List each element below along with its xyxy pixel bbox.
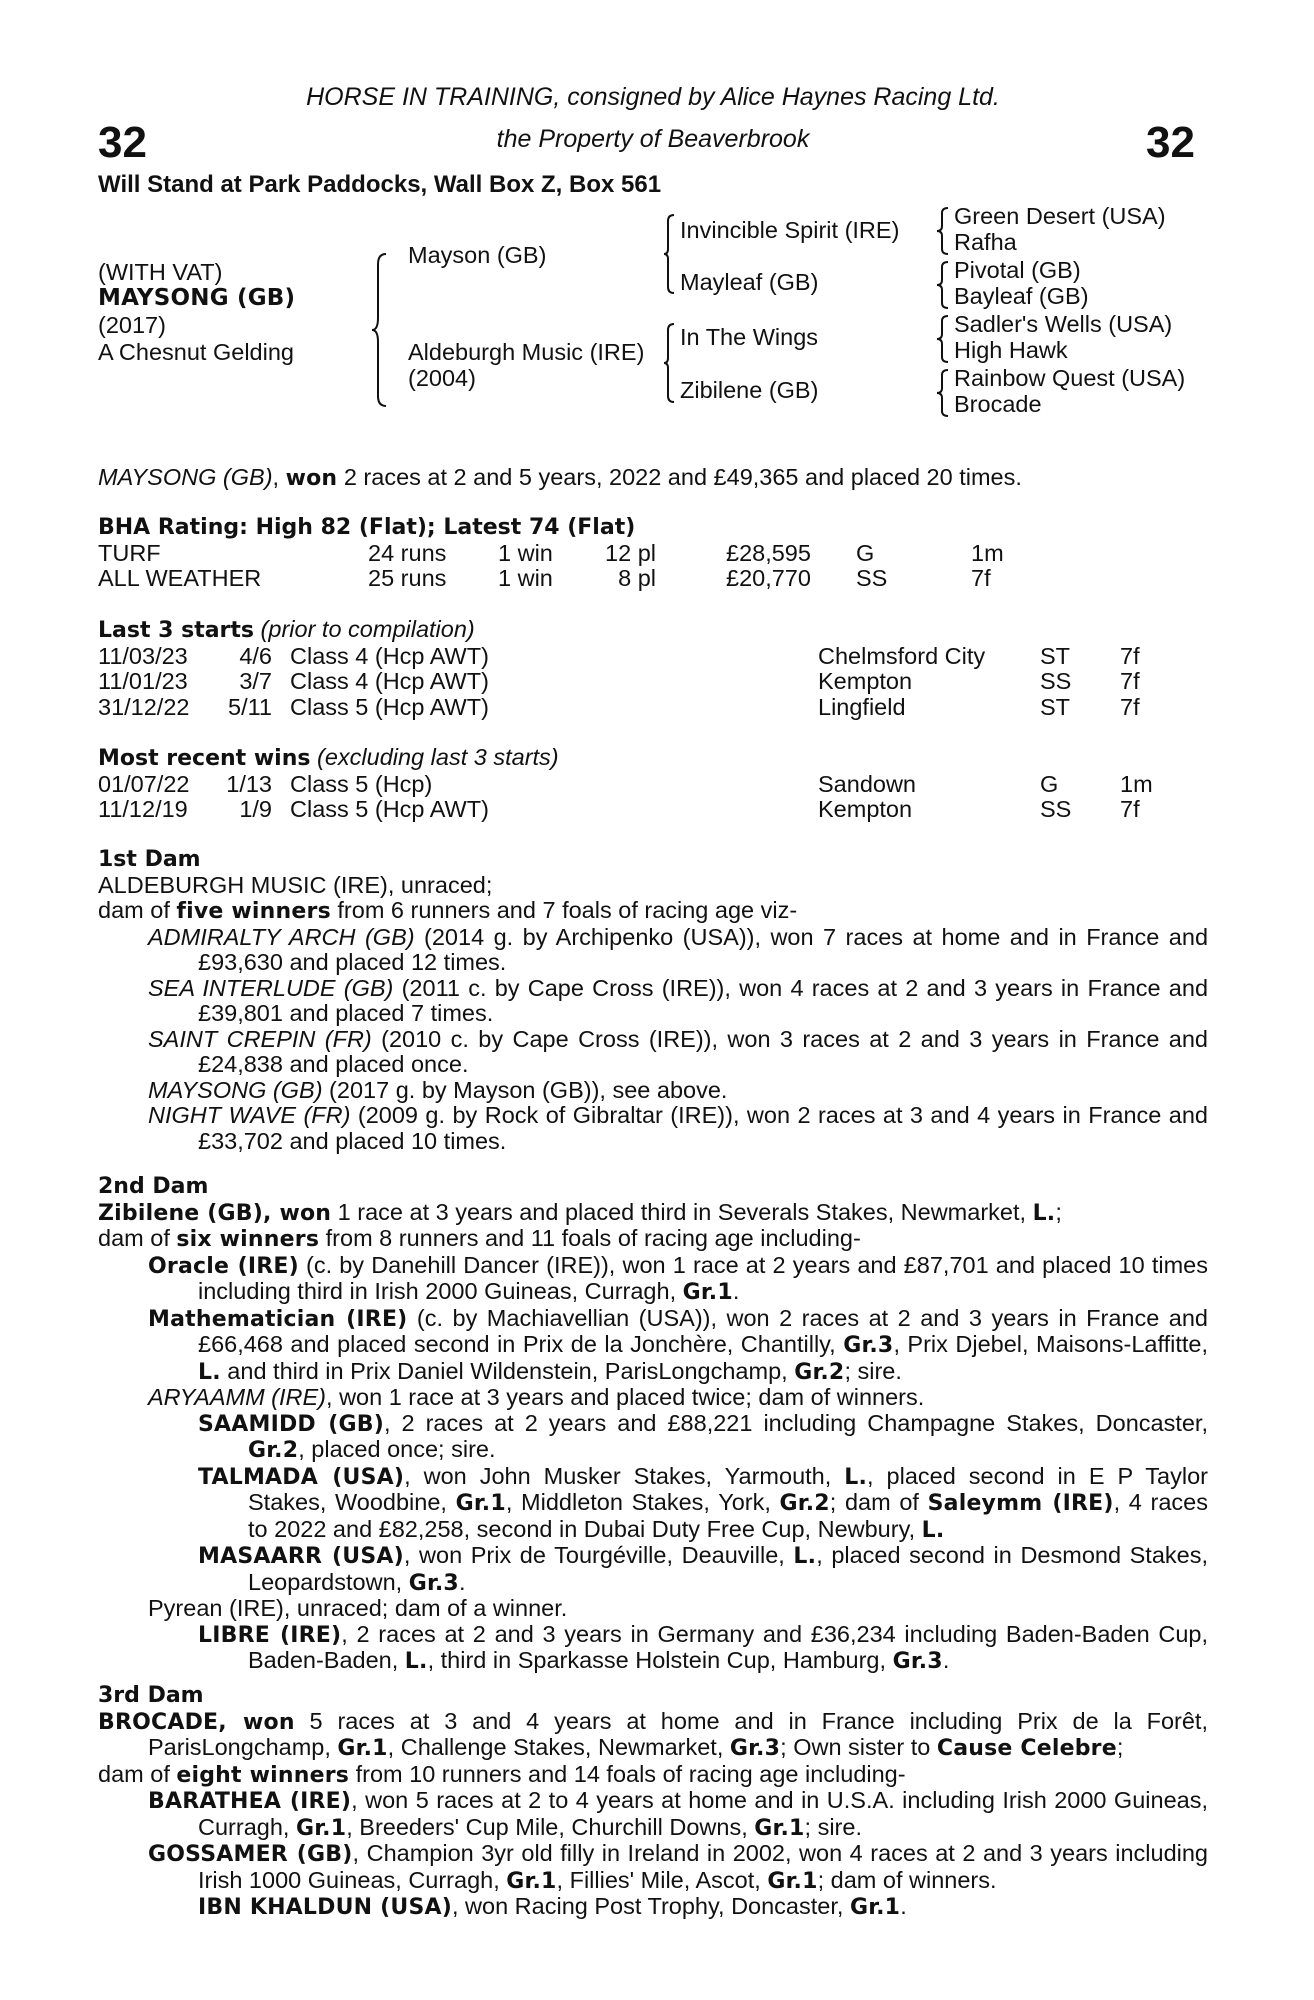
progeny-name: NIGHT WAVE (FR) xyxy=(148,1102,351,1128)
horse-name: MAYSONG (GB) xyxy=(98,285,296,311)
second-dam-section xyxy=(98,1174,1208,1675)
progeny-name: IBN KHALDUN (USA) xyxy=(198,1895,452,1920)
dam-sire-sire: Sadler's Wells (USA) xyxy=(954,311,1173,337)
placed-cell: 12 pl xyxy=(605,539,656,566)
progeny-entry xyxy=(148,1306,1208,1386)
horse-description: A Chesnut Gelding xyxy=(98,339,294,365)
second-dam-text: dam of xyxy=(98,1225,177,1251)
progeny-entry: Pyrean (IRE), unraced; dam of a winner. xyxy=(148,1595,568,1621)
summary-won: won xyxy=(285,466,338,491)
brace-dd xyxy=(936,368,950,418)
placed-cell: 8 pl xyxy=(618,565,656,591)
vat-note: (WITH VAT) xyxy=(98,259,223,285)
progeny-text: (2009 g. by Rock of Gibraltar (IRE)), won 2 races at 3 and 4 years in France and £33,702 and placed 10 times. xyxy=(198,1102,1209,1154)
progeny-entry xyxy=(148,1385,1208,1411)
sibling-name: Cause Celebre xyxy=(936,1736,1117,1761)
progeny-name: Mathematician (IRE) xyxy=(148,1306,408,1332)
progeny-entry xyxy=(148,1078,1208,1104)
listed-badge: L. xyxy=(1032,1200,1056,1226)
grade-badge: Gr.1 xyxy=(337,1736,388,1761)
dam-dam-sire: Rainbow Quest (USA) xyxy=(954,365,1186,391)
progeny-name: ARYAAMM (IRE) xyxy=(148,1384,327,1410)
progeny-entry xyxy=(148,1841,1208,1894)
progeny-text: (2010 c. by Cape Cross (IRE)), won 3 races at 2 and 3 years in France and £24,838 and placed once. xyxy=(198,1025,1208,1077)
progeny-name: GOSSAMER (GB) xyxy=(148,1842,353,1867)
date-cell: 11/12/19 xyxy=(98,796,188,822)
progeny-entry xyxy=(148,1103,1208,1154)
summary-horse-name: MAYSONG (GB) xyxy=(98,464,273,490)
grade-badge: Gr.1 xyxy=(682,1280,733,1305)
sire-dam-sire: Pivotal (GB) xyxy=(954,257,1081,283)
distance-cell: 7f xyxy=(1120,642,1140,669)
listed-badge: L. xyxy=(921,1517,945,1543)
progeny-text: , won 5 races at 2 to 4 years at home and in U.S.A. including Irish 2000 Guineas, Curragh, xyxy=(198,1787,1208,1840)
table-row xyxy=(98,772,1208,798)
brace-dam xyxy=(662,322,676,404)
third-dam-text: , Challenge Stakes, Newmarket, xyxy=(387,1734,730,1760)
grand-progeny-entry xyxy=(198,1894,1208,1921)
third-dam-text: ; xyxy=(1116,1734,1124,1760)
recent-note: (excluding last 3 starts) xyxy=(310,744,559,770)
sire-dam: Mayleaf (GB) xyxy=(680,269,819,295)
progeny-name: BARATHEA (IRE) xyxy=(148,1789,352,1814)
class-cell: Class 5 (Hcp AWT) xyxy=(290,693,489,720)
consignor-line: HORSE IN TRAINING, consigned by Alice Haynes Racing Ltd. xyxy=(306,83,1000,111)
going-cell: G xyxy=(1040,770,1059,797)
grade-badge: Gr.1 xyxy=(849,1895,901,1920)
distance-cell: 7f xyxy=(1120,668,1140,694)
last3-note: (prior to compilation) xyxy=(254,616,475,642)
grade-badge: Gr.1 xyxy=(754,1815,805,1841)
date-cell: 31/12/22 xyxy=(98,693,190,720)
last3-rows xyxy=(98,644,1208,721)
table-row xyxy=(98,566,1208,592)
third-dam-text: dam of xyxy=(98,1760,177,1787)
first-dam-text: from 6 runners and 7 foals of racing age viz- xyxy=(330,897,798,923)
first-dam-line1: ALDEBURGH MUSIC (IRE), unraced; xyxy=(98,871,493,898)
course-cell: Sandown xyxy=(818,770,916,797)
distance-cell: 7f xyxy=(1120,693,1140,720)
listed-badge: L. xyxy=(404,1649,428,1674)
class-cell: Class 5 (Hcp) xyxy=(290,770,433,797)
prize-cell: £28,595 xyxy=(726,539,811,566)
surface-cell: TURF xyxy=(98,539,161,566)
wins-cell: 1 win xyxy=(498,565,553,591)
course-cell: Kempton xyxy=(818,668,913,694)
first-dam-title: 1st Dam xyxy=(98,847,201,872)
distance-cell: 1m xyxy=(1120,770,1153,797)
brace-sd xyxy=(936,260,950,310)
sire-sire-dam: Rafha xyxy=(954,229,1017,255)
progeny-text: . xyxy=(732,1278,740,1304)
most-recent-wins xyxy=(98,745,1208,823)
progeny-text: ; sire. xyxy=(804,1813,862,1840)
progeny-name: Saleymm (IRE) xyxy=(927,1491,1114,1516)
lot-number-left: 32 xyxy=(98,118,147,167)
second-dam-name: Zibilene (GB), won xyxy=(98,1200,332,1226)
third-dam-title: 3rd Dam xyxy=(98,1683,204,1708)
progeny-entry xyxy=(148,925,1208,976)
second-dam-winners: six winners xyxy=(176,1227,320,1252)
table-row xyxy=(98,644,1208,670)
second-dam-title: 2nd Dam xyxy=(98,1174,209,1199)
third-dam-text: 5 races at 3 and 4 years at home and in France including Prix de la Forêt, ParisLongchamp, xyxy=(148,1707,1208,1760)
progeny-text: , Champion 3yr old filly in Ireland in 2002, won 4 races at 2 and 3 years including Irish 1000 Guineas, Curragh, xyxy=(198,1840,1208,1893)
going-cell: SS xyxy=(1040,668,1072,694)
course-cell: Kempton xyxy=(818,796,913,822)
going-cell: SS xyxy=(1040,796,1072,822)
date-cell: 01/07/22 xyxy=(98,770,190,797)
going-cell: ST xyxy=(1040,693,1071,720)
position-cell: 3/7 xyxy=(239,668,272,694)
progeny-text: (2014 g. by Archipenko (USA)), won 7 races at home and in France and £93,630 and placed 12 times. xyxy=(198,923,1209,975)
sire: Mayson (GB) xyxy=(408,242,547,268)
pedigree-table xyxy=(98,203,1208,420)
grand-progeny-entry xyxy=(198,1411,1208,1464)
lot-number-right: 32 xyxy=(1146,118,1195,167)
grade-badge: Gr.1 xyxy=(506,1868,557,1894)
progeny-text: , Fillies' Mile, Ascot, xyxy=(556,1866,768,1893)
listed-badge: L. xyxy=(198,1359,221,1385)
progeny-text: . xyxy=(458,1568,466,1595)
progeny-name: LIBRE (IRE) xyxy=(198,1622,342,1648)
progeny-text: , placed once; sire. xyxy=(298,1436,496,1462)
distance-cell: 7f xyxy=(971,565,991,591)
position-cell: 4/6 xyxy=(239,642,272,669)
course-cell: Lingfield xyxy=(818,693,906,720)
third-dam-line xyxy=(98,1709,1208,1762)
position-cell: 1/13 xyxy=(226,770,272,797)
position-cell: 5/11 xyxy=(228,693,272,720)
date-cell: 11/01/23 xyxy=(98,668,188,694)
wins-cell: 1 win xyxy=(498,539,553,566)
progeny-text: , placed second in Desmond Stakes, Leopardstown, xyxy=(248,1542,1208,1595)
recent-rows xyxy=(98,772,1208,823)
bha-rating-title: BHA Rating: High 82 (Flat); Latest 74 (Flat) xyxy=(98,515,636,540)
grade-badge: Gr.3 xyxy=(892,1649,943,1674)
grand-progeny-entry xyxy=(198,1464,1208,1544)
runs-cell: 25 runs xyxy=(368,565,447,591)
progeny-text: and third in Prix Daniel Wildenstein, ParisLongchamp, xyxy=(220,1357,795,1384)
progeny-text: (c. by Danehill Dancer (IRE)), won 1 race at 2 years and £87,701 and placed 10 times including third in Irish 2000 Guineas, Curragh, xyxy=(198,1251,1208,1304)
first-dam-winners: five winners xyxy=(176,899,331,924)
second-dam-text: ; xyxy=(1055,1198,1062,1225)
progeny-text: , 2 races at 2 and 3 years in Germany and £36,234 including Baden-Baden Cup, Baden-Baden, xyxy=(248,1620,1208,1673)
summary-text: 2 races at 2 and 5 years, 2022 and £49,365 and placed 20 times. xyxy=(337,464,1022,490)
dam-dam-dam: Brocade xyxy=(954,391,1042,417)
third-dam-text: from 10 runners and 14 foals of racing age including- xyxy=(349,1760,906,1787)
last-three-starts xyxy=(98,617,1208,720)
progeny-text: , won Prix de Tourgéville, Deauville, xyxy=(403,1542,794,1568)
grade-badge: Gr.3 xyxy=(408,1570,459,1596)
dam-sire-dam: High Hawk xyxy=(954,337,1068,363)
bha-rating xyxy=(98,515,1208,592)
progeny-text: . xyxy=(942,1647,950,1673)
brace-ds xyxy=(936,314,950,364)
progeny-text: ; dam of winners. xyxy=(817,1866,997,1893)
third-dam-text: ; Own sister to xyxy=(780,1734,937,1760)
third-dam-winners: eight winners xyxy=(176,1762,350,1788)
grade-badge: Gr.1 xyxy=(295,1815,347,1841)
first-dam-section xyxy=(98,847,1208,1154)
progeny-text: , Middleton Stakes, York, xyxy=(505,1489,780,1515)
recent-title: Most recent wins xyxy=(98,746,311,771)
progeny-name: SAINT CREPIN (FR) xyxy=(148,1025,372,1052)
position-cell: 1/9 xyxy=(239,796,272,822)
progeny-text: , won Racing Post Trophy, Doncaster, xyxy=(451,1893,850,1919)
property-line: the Property of Beaverbrook xyxy=(496,125,810,153)
dam-dam: Zibilene (GB) xyxy=(680,377,819,403)
progeny-name: SEA INTERLUDE (GB) xyxy=(148,974,394,1001)
progeny-entry xyxy=(148,1788,1208,1841)
going-cell: SS xyxy=(856,565,888,591)
progeny-name: TALMADA (USA) xyxy=(198,1464,405,1490)
runs-cell: 24 runs xyxy=(368,539,447,566)
grade-badge: Gr.1 xyxy=(767,1868,818,1894)
distance-cell: 1m xyxy=(971,539,1004,566)
grand-progeny-entry xyxy=(198,1543,1208,1596)
table-row xyxy=(98,541,1208,567)
progeny-text: . xyxy=(900,1893,907,1919)
date-cell: 11/03/23 xyxy=(98,642,188,669)
grade-badge: Gr.3 xyxy=(729,1736,781,1761)
table-row xyxy=(98,797,1208,823)
distance-cell: 7f xyxy=(1120,796,1140,822)
dam-sire: In The Wings xyxy=(680,324,819,350)
progeny-text: , third in Sparkasse Holstein Cup, Hamburg, xyxy=(427,1647,893,1673)
grade-badge: Gr.2 xyxy=(779,1491,830,1516)
first-dam-text: dam of xyxy=(98,897,177,923)
listed-badge: L. xyxy=(844,1464,868,1490)
dam: Aldeburgh Music (IRE) xyxy=(408,339,645,365)
progeny-text: ; sire. xyxy=(844,1357,902,1384)
progeny-name: ADMIRALTY ARCH (GB) xyxy=(148,923,415,950)
progeny-text: , placed second in E P Taylor Stakes, Woodbine, xyxy=(248,1462,1208,1515)
surface-cell: ALL WEATHER xyxy=(98,565,262,591)
race-summary: MAYSONG (GB), won 2 races at 2 and 5 years, 2022 and £49,365 and placed 20 times. xyxy=(98,464,1022,491)
progeny-text: (c. by Machiavellian (USA)), won 2 races at 2 and 3 years in France and £66,468 and placed second in Prix de la Jonchère, Chantilly, xyxy=(198,1304,1208,1357)
progeny-entry xyxy=(148,976,1208,1027)
progeny-text: , Breeders' Cup Mile, Churchill Downs, xyxy=(346,1813,755,1840)
course-cell: Chelmsford City xyxy=(818,642,986,669)
progeny-text: , won John Musker Stakes, Yarmouth, xyxy=(404,1462,845,1489)
going-cell: G xyxy=(856,539,875,566)
progeny-text: , Prix Djebel, Maisons-Laffitte, xyxy=(893,1331,1208,1357)
third-dam-name: BROCADE, won xyxy=(98,1709,295,1735)
table-row xyxy=(98,669,1208,695)
grade-badge: Gr.2 xyxy=(794,1359,845,1385)
foaling-year: (2017) xyxy=(98,312,166,338)
progeny-text: (2017 g. by Mayson (GB)), see above. xyxy=(322,1076,728,1103)
progeny-name: MASAARR (USA) xyxy=(198,1544,404,1569)
progeny-name: MAYSONG (GB) xyxy=(148,1076,323,1103)
rating-rows xyxy=(98,541,1208,592)
progeny-text: , 2 races at 2 years and £88,221 including Champagne Stakes, Doncaster, xyxy=(383,1409,1208,1436)
brace-ss xyxy=(936,206,950,256)
progeny-text: (2011 c. by Cape Cross (IRE)), won 4 races at 2 and 3 years in France and £39,801 and placed 7 times. xyxy=(198,974,1209,1026)
grand-progeny-entry xyxy=(198,1622,1208,1675)
dam-year: (2004) xyxy=(408,365,476,391)
sire-sire: Invincible Spirit (IRE) xyxy=(680,217,900,243)
brace-main xyxy=(370,252,390,408)
going-cell: ST xyxy=(1040,642,1071,669)
progeny-entry xyxy=(148,1253,1208,1306)
grade-badge: Gr.2 xyxy=(248,1438,299,1463)
table-row xyxy=(98,695,1208,721)
grade-badge: Gr.1 xyxy=(455,1491,506,1516)
progeny-text: , 4 races to 2022 and £82,258, second in Dubai Duty Free Cup, Newbury, xyxy=(248,1489,1208,1542)
class-cell: Class 5 (Hcp AWT) xyxy=(290,796,489,822)
listed-badge: L. xyxy=(793,1544,817,1569)
brace-sire xyxy=(662,213,676,295)
prize-cell: £20,770 xyxy=(726,565,811,591)
class-cell: Class 4 (Hcp AWT) xyxy=(290,642,489,669)
sire-sire-sire: Green Desert (USA) xyxy=(954,203,1166,229)
second-dam-text: 1 race at 3 years and placed third in Severals Stakes, Newmarket, xyxy=(331,1198,1033,1225)
last3-title: Last 3 starts xyxy=(98,618,255,643)
stand-location: Will Stand at Park Paddocks, Wall Box Z, Box 561 xyxy=(98,171,662,198)
progeny-text: ; dam of xyxy=(829,1489,928,1515)
progeny-name: Oracle (IRE) xyxy=(148,1253,299,1279)
class-cell: Class 4 (Hcp AWT) xyxy=(290,668,489,694)
progeny-text: , won 1 race at 3 years and placed twice; dam of winners. xyxy=(326,1384,925,1410)
grade-badge: Gr.3 xyxy=(843,1333,894,1358)
third-dam-section xyxy=(98,1683,1208,1921)
sire-dam-dam: Bayleaf (GB) xyxy=(954,283,1089,309)
progeny-entry xyxy=(148,1027,1208,1078)
progeny-name: SAAMIDD (GB) xyxy=(198,1411,384,1437)
second-dam-text: from 8 runners and 11 foals of racing age including- xyxy=(319,1225,861,1251)
